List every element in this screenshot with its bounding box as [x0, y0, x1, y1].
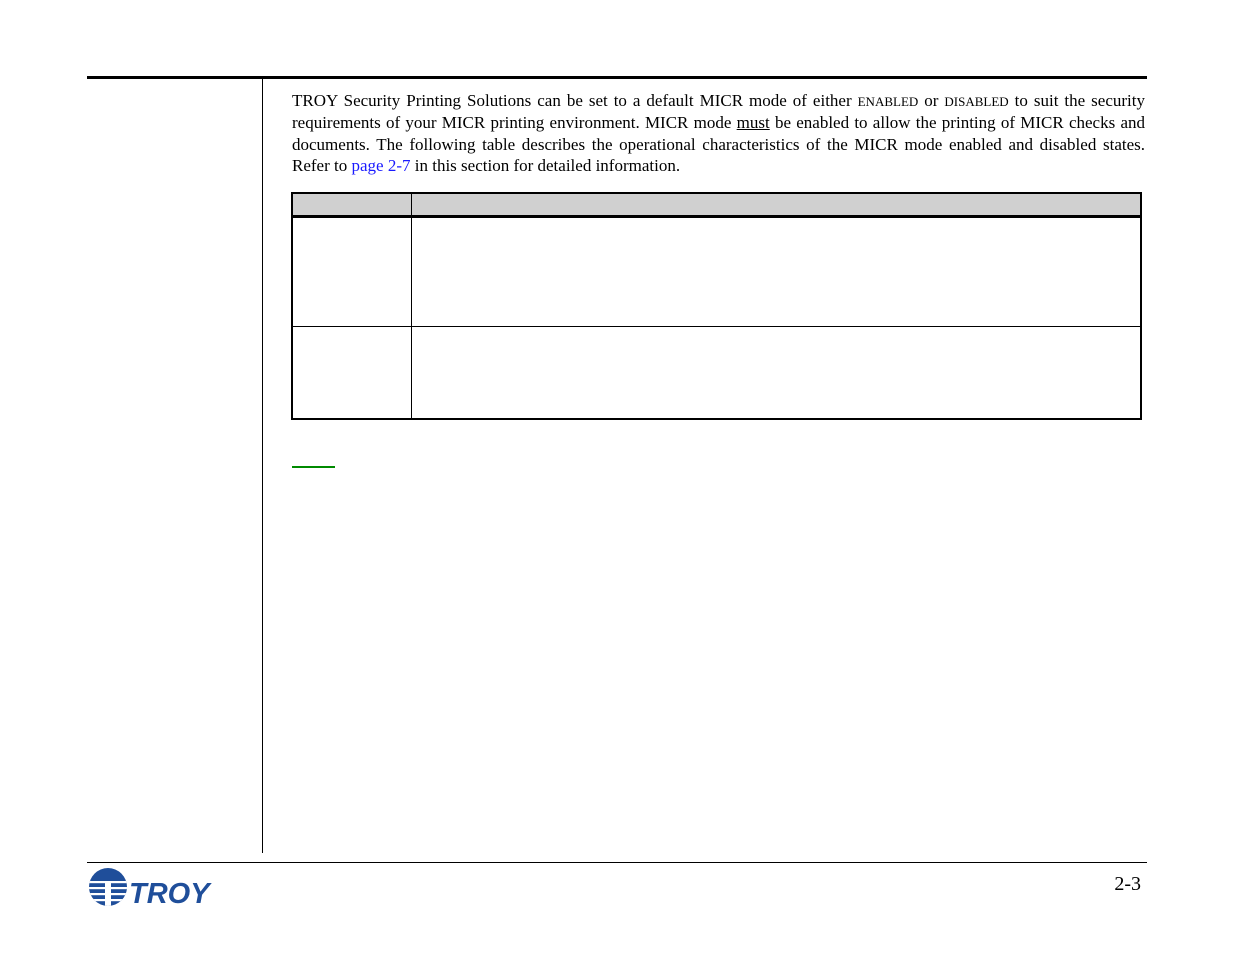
globe-icon	[88, 866, 128, 908]
table-cell	[411, 327, 1141, 420]
intro-text: TROY Security Printing Solutions can be set to a default MICR mode of either	[292, 91, 858, 110]
logo-wordmark: TROY	[129, 878, 210, 908]
must-emphasis: must	[736, 113, 770, 133]
bottom-rule	[87, 862, 1147, 863]
troy-logo	[88, 866, 220, 908]
table-row	[292, 217, 1141, 327]
intro-text: in this section for detailed information.	[410, 155, 681, 175]
page-link[interactable]: page 2-7	[351, 155, 411, 175]
table-header-cell	[292, 193, 411, 217]
margin-rule	[262, 79, 263, 853]
table-header-row	[292, 193, 1141, 217]
table-header-cell	[411, 193, 1141, 217]
enabled-term: ENABLED	[857, 94, 919, 109]
disabled-term: DISABLED	[944, 94, 1009, 109]
table-cell	[411, 217, 1141, 327]
intro-text: to suit the security requirements of your MICR printing environment. MICR mode	[292, 91, 1145, 133]
page-number: 2-3	[1114, 873, 1141, 895]
intro-text: be enabled to allow the printing of MICR checks and documents. The following table describes the operational characteristics of the MICR mode enabled and disabled states. Refer to	[292, 113, 1145, 175]
table-row	[292, 327, 1141, 420]
micr-mode-table	[291, 192, 1142, 420]
note-underline-mark	[292, 466, 335, 468]
table-cell	[292, 327, 411, 420]
top-rule	[87, 76, 1147, 79]
intro-text: or	[918, 91, 945, 110]
intro-paragraph	[292, 90, 1145, 176]
table-cell	[292, 217, 411, 327]
